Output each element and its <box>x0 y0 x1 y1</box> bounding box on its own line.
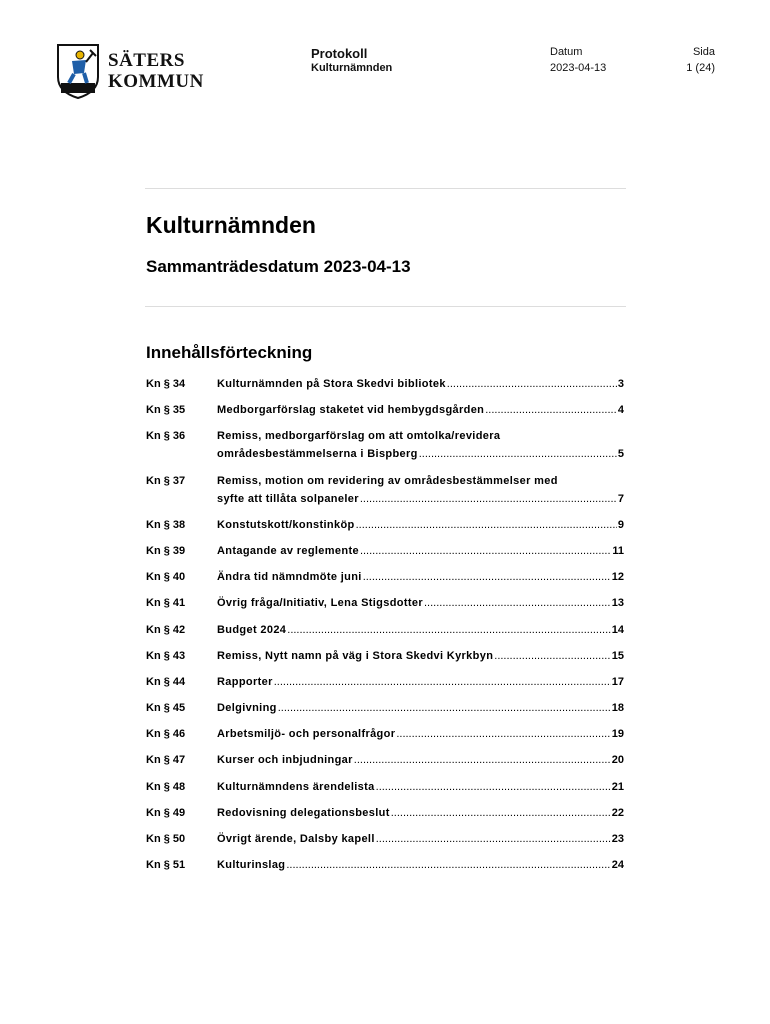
toc-entry-number: Kn § 39 <box>146 544 186 557</box>
toc-entry[interactable] <box>146 401 624 419</box>
toc-entry-page: 5 <box>617 448 624 461</box>
toc-entry[interactable] <box>146 375 624 393</box>
logo-line-1: SÄTERS <box>108 50 185 71</box>
toc-entry-title: syfte att tillåta solpaneler <box>217 492 359 505</box>
toc-entry-title: Övrigt ärende, Dalsby kapell <box>217 833 375 845</box>
toc-entry-page: 3 <box>617 378 624 390</box>
municipality-logo <box>56 43 204 99</box>
toc-entry[interactable] <box>146 856 624 874</box>
page-label: Sida <box>692 46 715 58</box>
toc-dot-leader <box>424 594 611 612</box>
toc-entry-title: Kulturinslag <box>217 859 286 872</box>
toc-dot-leader <box>356 516 617 534</box>
toc-entry-title: Ändra tid nämndmöte juni <box>217 571 362 584</box>
toc-entry[interactable] <box>146 472 624 508</box>
toc-entry-page: 17 <box>611 675 624 688</box>
toc-entry-number: Kn § 35 <box>146 404 186 417</box>
toc-entry[interactable] <box>146 699 624 717</box>
toc-entry-page: 15 <box>611 649 624 662</box>
toc-entry-title: Kurser och inbjudningar <box>217 754 353 767</box>
toc-entry-number: Kn § 47 <box>146 754 186 767</box>
toc-dot-leader <box>396 725 610 743</box>
table-of-contents <box>146 375 624 882</box>
toc-entry-page: 22 <box>611 806 624 819</box>
toc-entry-title: Kulturnämnden på Stora Skedvi bibliotek <box>217 378 446 390</box>
toc-entry-title: Delgivning <box>217 702 277 715</box>
divider <box>145 306 626 307</box>
toc-dot-leader <box>360 542 611 560</box>
toc-entry-number: Kn § 44 <box>146 675 186 688</box>
committee-name: Kulturnämnden <box>311 62 393 74</box>
toc-dot-leader <box>278 699 611 717</box>
toc-entry[interactable] <box>146 673 624 691</box>
toc-entry-title: Remiss, motion om revidering av områdesbestämmelser med <box>217 474 558 487</box>
toc-entry-number: Kn § 38 <box>146 518 186 531</box>
toc-entry-page: 9 <box>617 518 624 531</box>
toc-entry-page: 12 <box>611 571 624 584</box>
toc-dot-leader <box>419 445 617 463</box>
toc-entry-number: Kn § 43 <box>146 649 186 662</box>
toc-dot-leader <box>485 401 617 419</box>
page-title: Kulturnämnden <box>146 212 316 238</box>
toc-entry-number: Kn § 51 <box>146 859 186 872</box>
toc-entry[interactable] <box>146 621 624 639</box>
toc-entry-number: Kn § 34 <box>146 378 186 390</box>
toc-entry[interactable] <box>146 830 624 848</box>
toc-entry[interactable] <box>146 804 624 822</box>
toc-entry[interactable] <box>146 427 624 463</box>
toc-entry-page: 24 <box>611 859 624 872</box>
toc-entry[interactable] <box>146 594 624 612</box>
toc-entry-number: Kn § 50 <box>146 833 186 845</box>
toc-entry[interactable] <box>146 542 624 560</box>
toc-entry-number: Kn § 46 <box>146 728 186 741</box>
toc-entry-page: 7 <box>617 492 624 505</box>
toc-entry-title: Medborgarförslag staketet vid hembygdsgården <box>217 404 485 417</box>
toc-entry-page: 13 <box>611 597 624 610</box>
toc-entry-page: 23 <box>611 833 624 845</box>
toc-dot-leader <box>287 621 610 639</box>
toc-entry[interactable] <box>146 568 624 586</box>
toc-entry-page: 20 <box>611 754 624 767</box>
toc-entry[interactable] <box>146 751 624 769</box>
toc-entry-number: Kn § 41 <box>146 597 186 610</box>
toc-entry-number: Kn § 42 <box>146 623 186 636</box>
toc-dot-leader <box>360 490 617 508</box>
date-value: 2023-04-13 <box>550 62 607 74</box>
meeting-date-heading: Sammanträdesdatum 2023-04-13 <box>146 257 411 276</box>
toc-dot-leader <box>376 778 611 796</box>
toc-entry-title: områdesbestämmelserna i Bispberg <box>217 448 418 461</box>
toc-entry-title: Rapporter <box>217 675 273 688</box>
date-label: Datum <box>550 46 583 58</box>
toc-dot-leader <box>354 751 611 769</box>
toc-heading: Innehållsförteckning <box>146 343 313 362</box>
toc-entry-number: Kn § 36 <box>146 430 186 443</box>
toc-entry-title: Budget 2024 <box>217 623 287 636</box>
toc-entry-page: 14 <box>611 623 624 636</box>
toc-entry[interactable] <box>146 647 624 665</box>
toc-entry-page: 4 <box>617 404 624 417</box>
toc-entry[interactable] <box>146 516 624 534</box>
toc-dot-leader <box>286 856 610 874</box>
logo-line-2: KOMMUN <box>108 71 204 92</box>
toc-entry-number: Kn § 40 <box>146 571 186 584</box>
toc-dot-leader <box>494 647 610 665</box>
toc-dot-leader <box>274 673 611 691</box>
document-type: Protokoll <box>311 46 368 61</box>
toc-entry-title: Antagande av reglemente <box>217 544 359 557</box>
toc-entry-title: Remiss, medborgarförslag om att omtolka/revidera <box>217 430 501 443</box>
toc-entry-page: 18 <box>611 702 624 715</box>
toc-entry-page: 11 <box>612 544 624 557</box>
toc-entry-title: Remiss, Nytt namn på väg i Stora Skedvi Kyrkbyn <box>217 649 494 662</box>
toc-entry-title: Arbetsmiljö- och personalfrågor <box>217 728 396 741</box>
toc-dot-leader <box>376 830 611 848</box>
toc-dot-leader <box>363 568 611 586</box>
toc-dot-leader <box>391 804 611 822</box>
toc-dot-leader <box>447 375 617 393</box>
toc-entry-title: Kulturnämndens ärendelista <box>217 780 375 793</box>
toc-entry-title: Övrig fråga/Initiativ, Lena Stigsdotter <box>217 597 423 610</box>
toc-entry-page: 19 <box>611 728 624 741</box>
toc-entry[interactable] <box>146 725 624 743</box>
page-value: 1 (24) <box>686 62 715 74</box>
toc-entry-title: Konstutskott/konstinköp <box>217 518 355 531</box>
divider <box>145 188 626 189</box>
toc-entry[interactable] <box>146 778 624 796</box>
toc-entry-number: Kn § 37 <box>146 474 186 487</box>
toc-entry-title: Redovisning delegationsbeslut <box>217 806 390 819</box>
toc-entry-number: Kn § 48 <box>146 780 186 793</box>
toc-entry-number: Kn § 45 <box>146 702 186 715</box>
toc-entry-page: 21 <box>611 780 624 793</box>
toc-entry-number: Kn § 49 <box>146 806 186 819</box>
coat-of-arms-icon <box>56 43 100 99</box>
